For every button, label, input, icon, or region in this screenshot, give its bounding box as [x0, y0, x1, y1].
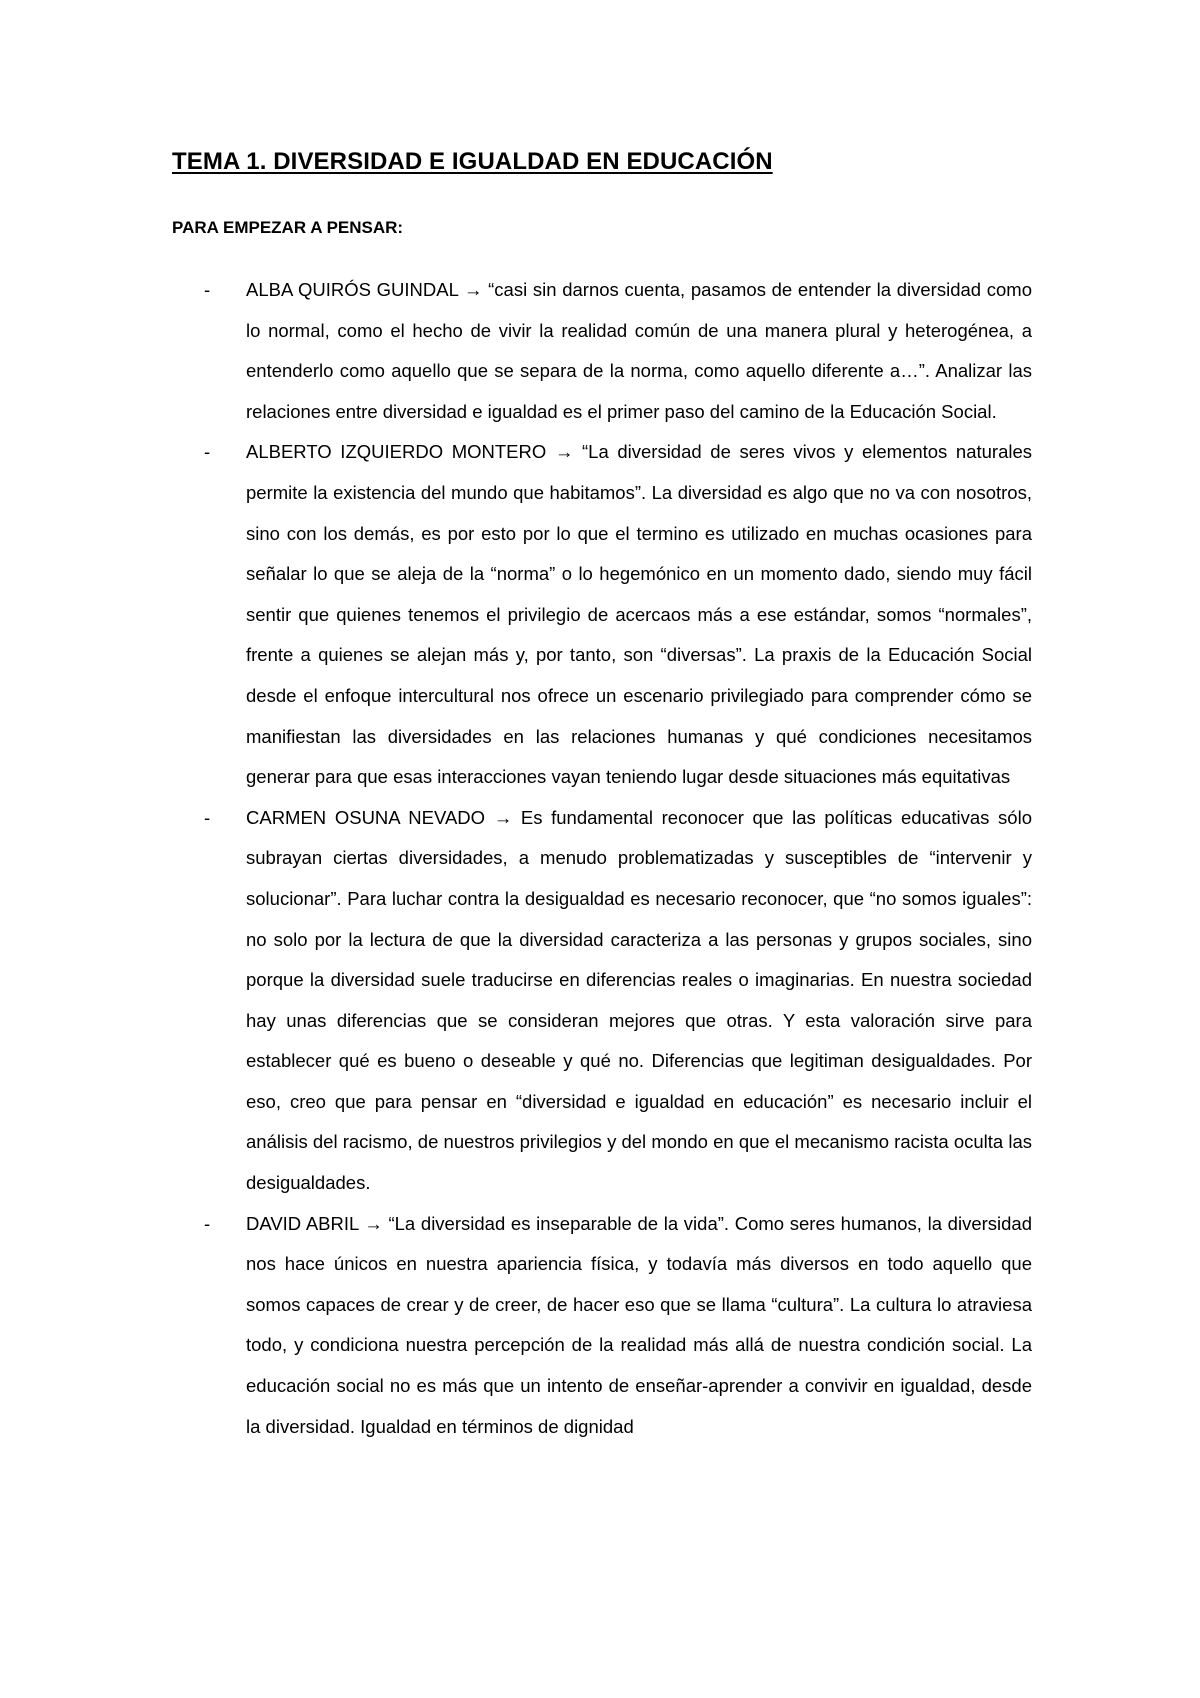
list-item	[172, 798, 1032, 1204]
item-body: “La diversidad de seres vivos y elementos naturales permite la existencia del mundo que habitamos”. La diversidad es algo que no va con nosotros, sino con los demás, es por esto por lo que el termino es utilizado en muchas ocasiones para señalar lo que se aleja de la “norma” o lo hegemónico en un momento dado, siendo muy fácil sentir que quienes tenemos el privilegio de acercaos más a ese estándar, somos “normales”, frente a quienes se alejan más y, por tanto, son “diversas”. La praxis de la Educación Social desde el enfoque intercultural nos ofrece un escenario privilegiado para comprender cómo se manifiestan las diversidades en las relaciones humanas y qué condiciones necesitamos generar para que esas interacciones vayan teniendo lugar desde situaciones más equitativas	[246, 441, 1033, 788]
list-item-text	[246, 270, 1032, 432]
list-item	[172, 1204, 1032, 1448]
author-name: DAVID ABRIL	[246, 1212, 359, 1234]
list-item-text	[246, 1204, 1032, 1448]
list-item-text	[246, 432, 1032, 797]
item-body: “casi sin darnos cuenta, pasamos de entender la diversidad como lo normal, como el hecho de vivir la realidad común de una manera plural y heterogénea, a entenderlo como aquello que se separa de la norma, como aquello diferente a…”. Analizar las relaciones entre diversidad e igualdad es el primer paso del camino de la Educación Social.	[246, 279, 1033, 422]
bullet-dash: -	[204, 1212, 211, 1234]
arrow-right-icon: →	[493, 806, 513, 828]
document-title: TEMA 1. DIVERSIDAD E IGUALDAD EN EDUCACIÓN	[172, 148, 773, 175]
arrow-right-icon: →	[463, 279, 483, 300]
item-body: “La diversidad es inseparable de la vida”. Como seres humanos, la diversidad nos hace únicos en nuestra apariencia física, y todavía más diversos en todo aquello que somos capaces de crear y de creer, de hacer eso que se llama “cultura”. La cultura lo atraviesa todo, y condiciona nuestra percepción de la realidad más allá de nuestra condición social. La educación social no es más que un intento de enseñar-aprender a convivir en igualdad, desde la diversidad. Igualdad en términos de dignidad	[246, 1212, 1032, 1437]
section-heading: PARA EMPEZAR A PENSAR:	[172, 218, 404, 237]
bullet-dash: -	[204, 806, 211, 828]
arrow-right-icon: →	[364, 1212, 383, 1234]
list-item	[172, 270, 1032, 432]
list-item-text	[246, 798, 1032, 1204]
arrow-right-icon: →	[554, 441, 574, 463]
author-name: CARMEN OSUNA NEVADO	[246, 806, 486, 828]
bullet-dash: -	[204, 279, 211, 300]
list-item	[172, 432, 1032, 797]
author-name: ALBA QUIRÓS GUINDAL	[246, 279, 459, 300]
author-list	[172, 270, 1032, 1447]
item-body: Es fundamental reconocer que las políticas educativas sólo subrayan ciertas diversidades, a menudo problematizadas y susceptibles de “intervenir y solucionar”. Para luchar contra la desigualdad es necesario reconocer, que “no somos iguales”: no solo por la lectura de que la diversidad caracteriza a las personas y grupos sociales, sino porque la diversidad suele traducirse en diferencias reales o imaginarias. En nuestra sociedad hay unas diferencias que se consideran mejores que otras. Y esta valoración sirve para establecer qué es bueno o deseable y qué no. Diferencias que legitiman desigualdades. Por eso, creo que para pensar en “diversidad e igualdad en educación” es necesario incluir el análisis del racismo, de nuestros privilegios y del mondo en que el mecanismo racista oculta las desigualdades.	[246, 806, 1032, 1194]
bullet-dash: -	[204, 441, 211, 463]
author-name: ALBERTO IZQUIERDO MONTERO	[246, 441, 547, 463]
